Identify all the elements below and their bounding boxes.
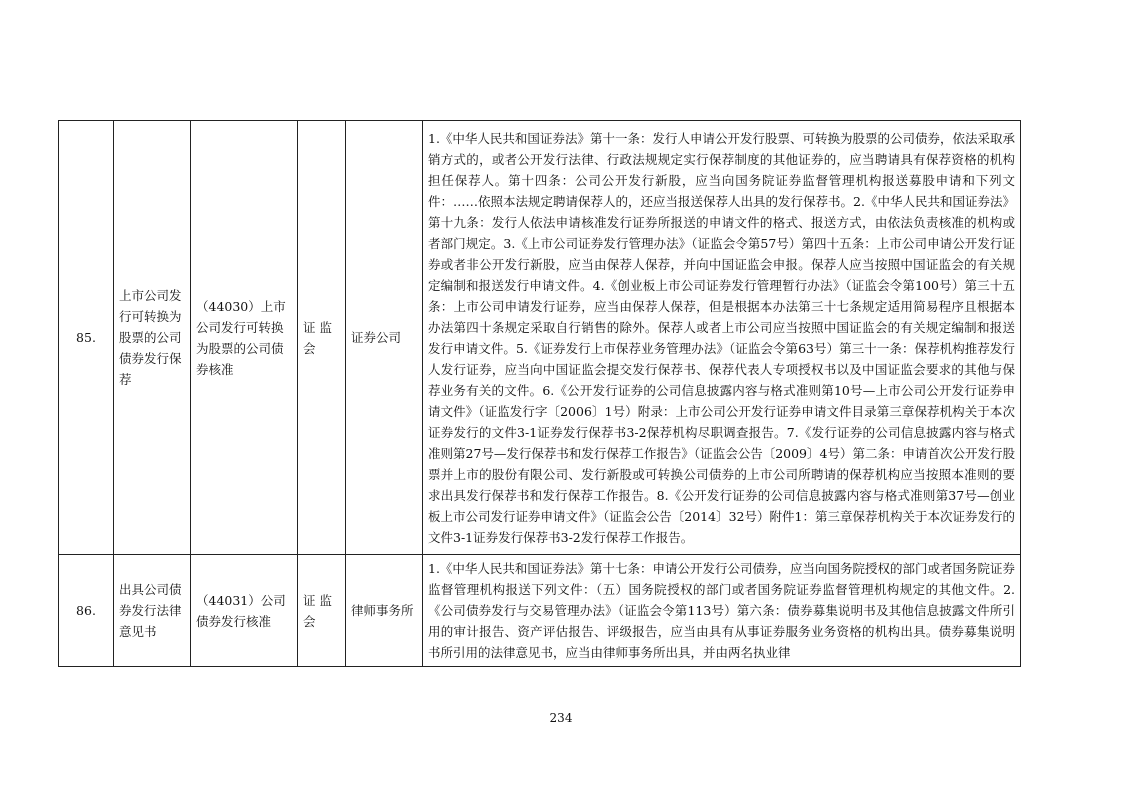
legal-basis: 1.《中华人民共和国证券法》第十七条：申请公开发行公司债券，应当向国务院授权的部门或者国务院证券监督管理机构报送下列文件：（五）国务院授权的部门或者国务院证券监督管理机构规定的其他文件。2.《公司债券发行与交易管理办法》（证监会令第113号）第六条：债券募集说明书及其他信息披露文件所引用的审计报告、资产评估报告、评级报告，应当由具有从事证券服务业务资格的机构出具。债券募集说明书所引用的法律意见书，应当由律师事务所出具，并由两名执业律 xyxy=(423,555,1021,667)
row-number: 85. xyxy=(59,121,114,555)
approval-item: （44031）公司债券发行核准 xyxy=(191,555,298,667)
target-entity: 证券公司 xyxy=(346,121,423,555)
item-name: 出具公司债券发行法律意见书 xyxy=(114,555,191,667)
legal-basis: 1.《中华人民共和国证券法》第十一条：发行人申请公开发行股票、可转换为股票的公司债券，依法采取承销方式的，或者公开发行法律、行政法规规定实行保荐制度的其他证券的，应当聘请具有保荐资格的机构担任保荐人。第十四条：公司公开发行新股，应当向国务院证券监督管理机构报送募股申请和下列文件：……依照本法规定聘请保荐人的，还应当报送保荐人出具的发行保荐书。2.《中华人民共和国证券法》第十九条：发行人依法申请核准发行证券所报送的申请文件的格式、报送方式，由依法负责核准的机构或者部门规定。3.《上市公司证券发行管理办法》（证监会令第57号）第四十五条：上市公司申请公开发行证券或者非公开发行新股，应当由保荐人保荐，并向中国证监会申报。保荐人应当按照中国证监会的有关规定编制和报送发行申请文件。4.《创业板上市公司证券发行管理暂行办法》（证监会令第100号）第三十五条：上市公司申请发行证券，应当由保荐人保荐，但是根据本办法第三十七条规定适用简易程序且根据本办法第四十条规定采取自行销售的除外。保荐人或者上市公司应当按照中国证监会的有关规定编制和报送发行申请文件。5.《证券发行上市保荐业务管理办法》（证监会令第63号）第三十一条：保荐机构推荐发行人发行证券，应当向中国证监会提交发行保荐书、保荐代表人专项授权书以及中国证监会要求的其他与保荐业务有关的文件。6.《公开发行证券的公司信息披露内容与格式准则第10号—上市公司公开发行证券申请文件》（证监发行字〔2006〕1号）附录：上市公司公开发行证券申请文件目录第三章保荐机构关于本次证券发行的文件3-1证券发行保荐书3-2保荐机构尽职调查报告。7.《发行证券的公司信息披露内容与格式准则第27号—发行保荐书和发行保荐工作报告》（证监会公告〔2009〕4号）第二条：申请首次公开发行股票并上市的股份有限公司、发行新股或可转换公司债券的上市公司所聘请的保荐机构应当按照本准则的要求出具发行保荐书和发行保荐工作报告。8.《公开发行证券的公司信息披露内容与格式准则第37号—创业板上市公司发行证券申请文件》（证监会公告〔2014〕32号）附件1：第三章保荐机构关于本次证券发行的文件3-1证券发行保荐书3-2发行保荐工作报告。 xyxy=(423,121,1021,555)
admin-items-table xyxy=(58,120,1021,667)
table-row xyxy=(59,121,1021,555)
row-number: 86. xyxy=(59,555,114,667)
authority: 证 监会 xyxy=(298,555,346,667)
table-row xyxy=(59,555,1021,667)
approval-item: （44030）上市公司发行可转换为股票的公司债券核准 xyxy=(191,121,298,555)
page-number: 234 xyxy=(549,711,573,725)
authority: 证 监会 xyxy=(298,121,346,555)
item-name: 上市公司发行可转换为股票的公司债券发行保荐 xyxy=(114,121,191,555)
target-entity: 律师事务所 xyxy=(346,555,423,667)
